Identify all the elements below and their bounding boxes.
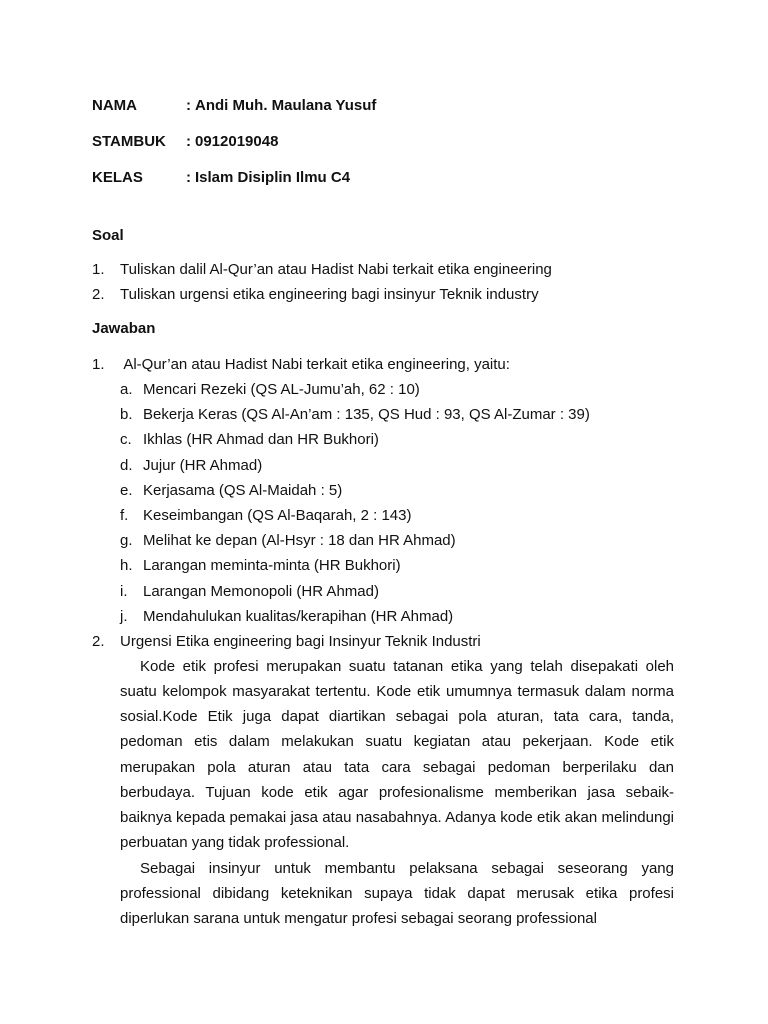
sub-item [92, 604, 674, 629]
answer-2-heading [92, 629, 674, 654]
sub-item-letter: a. [120, 381, 133, 399]
sub-item-text: Bekerja Keras (QS Al-An’am : 135, QS Hud : 93, QS Al-Zumar : 39) [143, 406, 590, 424]
sub-item-text: Melihat ke depan (Al-Hsyr : 18 dan HR Ahmad) [143, 532, 456, 550]
sub-item [92, 453, 674, 478]
sub-item-text: Ikhlas (HR Ahmad dan HR Bukhori) [143, 431, 379, 449]
sub-item [92, 427, 674, 452]
item-text: Tuliskan urgensi etika engineering bagi insinyur Teknik industry [120, 286, 539, 303]
sub-item [92, 402, 674, 427]
sub-item [92, 377, 674, 402]
student-info [92, 87, 376, 195]
sub-item-letter: j. [120, 607, 128, 625]
stambuk-value: 0912019048 [195, 132, 279, 150]
item-number: 2. [92, 632, 105, 650]
stambuk-row [92, 123, 376, 159]
list-item [92, 282, 674, 307]
sub-item-text: Mencari Rezeki (QS AL-Jumu’ah, 62 : 10) [143, 381, 420, 399]
sub-item-letter: f. [120, 507, 129, 525]
item-text: Al-Qur’an atau Hadist Nabi terkait etika engineering, yaitu: [120, 356, 510, 373]
sub-item [92, 579, 674, 604]
item-text: Urgensi Etika engineering bagi Insinyur Teknik Industri [120, 632, 481, 650]
sub-item-text: Kerjasama (QS Al-Maidah : 5) [143, 481, 343, 499]
sub-item-letter: h. [120, 557, 133, 575]
item-number: 1. [92, 261, 105, 278]
sub-item-letter: e. [120, 481, 133, 499]
kelas-row [92, 159, 376, 195]
sub-item-text: Jujur (HR Ahmad) [143, 456, 263, 474]
sub-item-letter: g. [120, 532, 133, 550]
sub-item [92, 478, 674, 503]
name-separator: : [186, 96, 191, 114]
kelas-label: KELAS [92, 168, 143, 186]
sub-item-text: Larangan meminta-minta (HR Bukhori) [143, 557, 401, 575]
answer-2-paragraph-1: Kode etik profesi merupakan suatu tatanan etika yang telah disepakati oleh suatu kelompok masyarakat tertentu. Kode etik umumnya termasuk dalam norma sosial.Kode Etik juga dapat diartikan sebagai pola aturan, tata cara, tanda, pedoman etis dalam melakukan suatu kegiatan atau pekerjaan. Kode etik merupakan pola aturan atau tata cara sebagai pedoman berperilaku dan berbudaya. Tujuan kode etik agar profesionalisme memberikan jasa sebaik-baiknya kepada pemakai jasa atau nasabahnya. Adanya kode etik akan melindungi perbuatan yang tidak professional. [120, 657, 674, 852]
sub-item-text: Larangan Memonopoli (HR Ahmad) [143, 582, 379, 600]
name-label: NAMA [92, 96, 137, 114]
list-item [92, 257, 674, 282]
item-number: 2. [92, 286, 105, 303]
soal-heading: Soal [92, 227, 124, 244]
name-value: Andi Muh. Maulana Yusuf [195, 96, 377, 114]
sub-item-text: Mendahulukan kualitas/kerapihan (HR Ahmad) [143, 607, 454, 625]
item-number: 1. [92, 356, 105, 373]
soal-list [92, 257, 674, 307]
sub-item [92, 528, 674, 553]
sub-item [92, 553, 674, 578]
sub-item-letter: c. [120, 431, 132, 449]
item-text: Tuliskan dalil Al-Qur’an atau Hadist Nabi terkait etika engineering [120, 261, 552, 278]
sub-item-letter: d. [120, 456, 133, 474]
sub-item [92, 503, 674, 528]
jawaban-body [92, 352, 674, 931]
sub-item-letter: b. [120, 406, 133, 424]
kelas-value: Islam Disiplin Ilmu C4 [195, 168, 351, 186]
jawaban-heading: Jawaban [92, 320, 156, 337]
name-row [92, 87, 376, 123]
sub-item-letter: i. [120, 582, 128, 600]
answer-1-heading [92, 352, 674, 377]
kelas-separator: : [186, 168, 191, 186]
answer-2-paragraph-2: Sebagai insinyur untuk membantu pelaksana sebagai seseorang yang professional dibidang keteknikan supaya tidak dapat merusak etika profesi diperlukan sarana untuk mengatur profesi sebagai seorang professional [120, 859, 674, 927]
stambuk-label: STAMBUK [92, 132, 166, 150]
stambuk-separator: : [186, 132, 191, 150]
sub-item-text: Keseimbangan (QS Al-Baqarah, 2 : 143) [143, 507, 412, 525]
